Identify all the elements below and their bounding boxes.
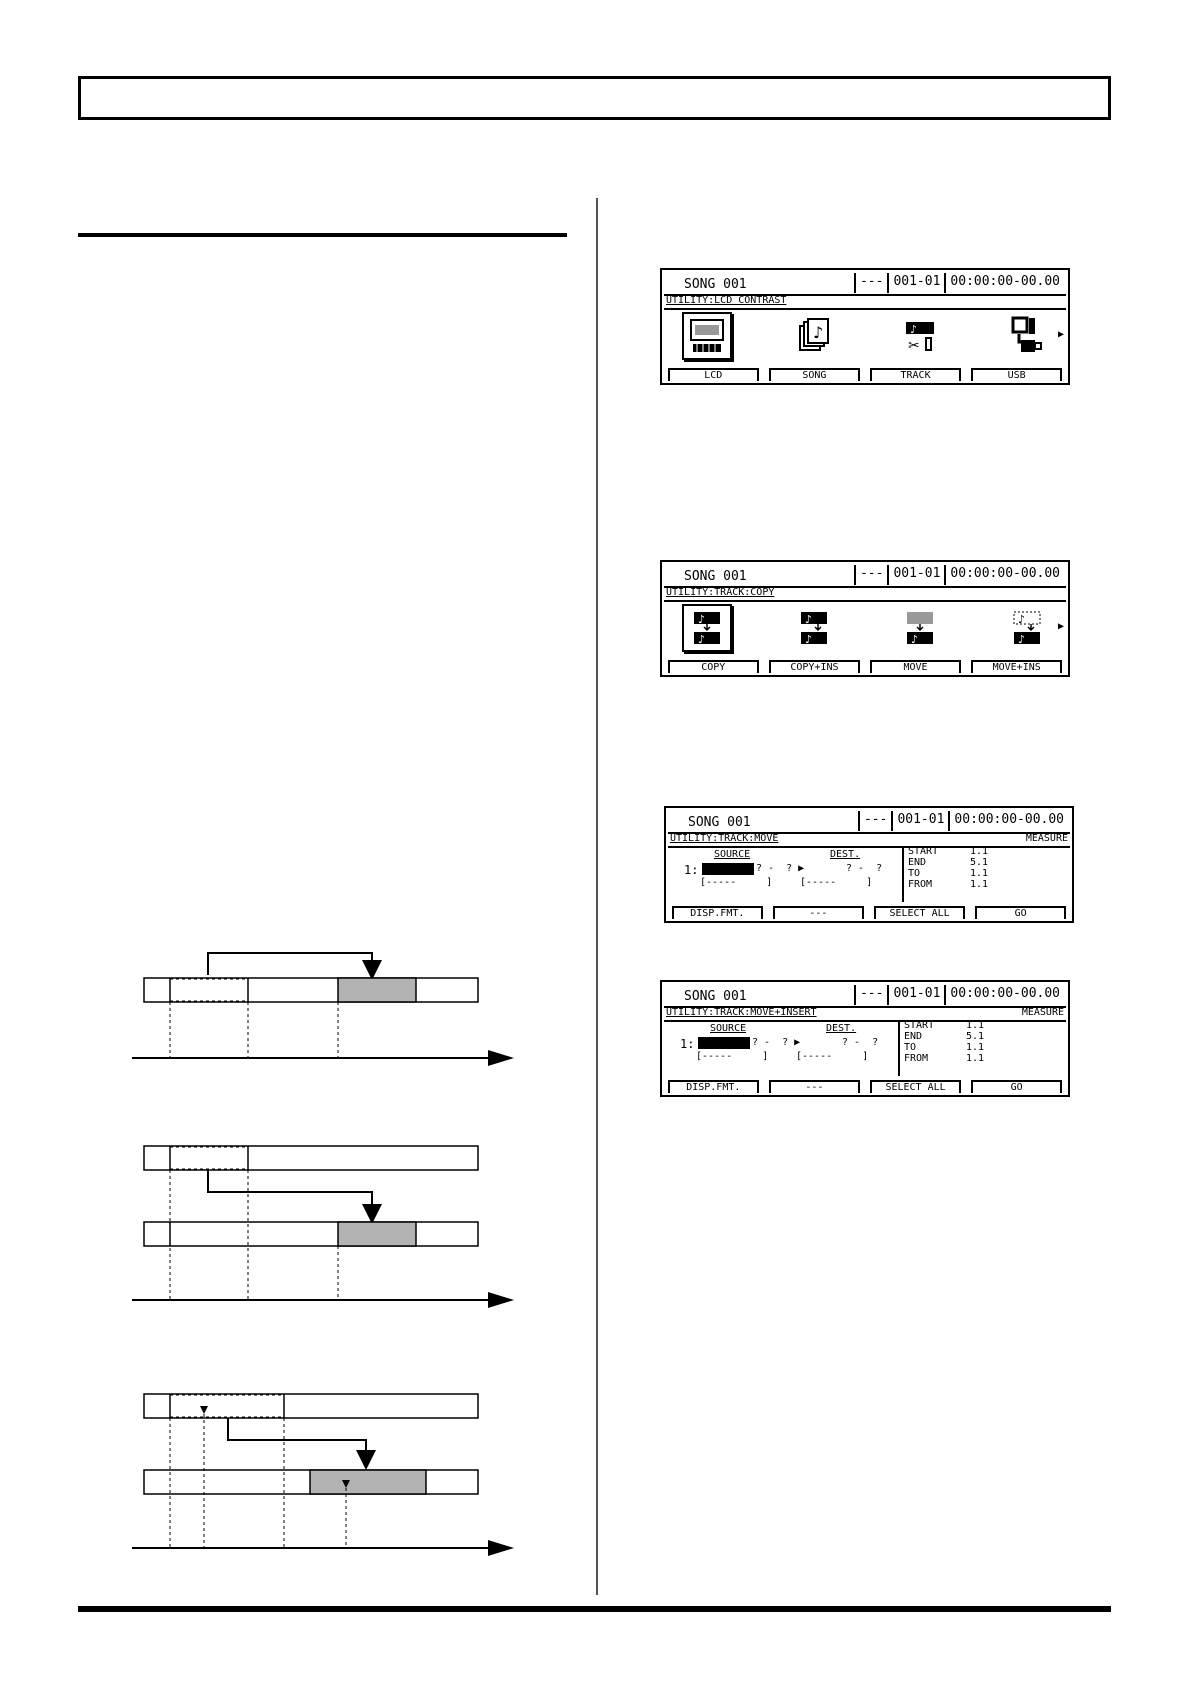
diagram-move-with-insert <box>128 1388 528 1568</box>
fkey-empty[interactable]: --- <box>773 906 864 919</box>
fkey-copy[interactable]: COPY <box>668 660 759 673</box>
song-icon[interactable] <box>789 312 839 360</box>
svg-text:♪: ♪ <box>910 323 918 336</box>
counter-marker: --- <box>860 811 893 831</box>
svg-text:♪: ♪ <box>698 633 706 646</box>
param-start[interactable]: START 1.1 <box>908 846 989 857</box>
counter-marker: --- <box>856 273 889 293</box>
param-to[interactable]: TO 1.1 <box>904 1042 985 1053</box>
svg-text:♪: ♪ <box>804 633 812 646</box>
dest-label: DEST. <box>826 1023 857 1034</box>
diagram-single-track-move <box>128 945 528 1075</box>
source-track-range: ? - ? ▶ <box>756 863 805 874</box>
lcd-screen-track-move <box>664 806 1074 923</box>
song-name: SONG 001 <box>684 277 747 292</box>
counter-marker: --- <box>856 565 889 585</box>
svg-text:♪: ♪ <box>1017 613 1025 626</box>
counter-measure: 001-01 <box>889 985 946 1005</box>
source-name-field: [----- ] <box>700 877 773 888</box>
param-from[interactable]: FROM 1.1 <box>908 879 989 890</box>
utility-icon-row <box>682 312 1052 360</box>
fkey-copy-ins[interactable]: COPY+INS <box>769 660 860 673</box>
fkey-move-ins[interactable]: MOVE+INS <box>971 660 1062 673</box>
source-track-field[interactable] <box>702 863 754 875</box>
fkey-usb[interactable]: USB <box>971 368 1062 381</box>
track-edit-icon-row <box>682 604 1052 652</box>
column-divider <box>596 198 598 1595</box>
page-header-box <box>78 76 1111 120</box>
counter-measure: 001-01 <box>889 565 946 585</box>
source-name-field: [----- ] <box>696 1051 769 1062</box>
track-icon[interactable] <box>895 312 945 360</box>
lcd-screen-track-copy <box>660 560 1070 677</box>
song-name: SONG 001 <box>684 989 747 1004</box>
param-end[interactable]: END 5.1 <box>908 857 989 868</box>
range-parameters <box>898 1020 984 1076</box>
scroll-right-icon[interactable]: ▶ <box>1057 329 1064 340</box>
fkey-select-all[interactable]: SELECT ALL <box>870 1080 961 1093</box>
track-number: 1: <box>680 1037 695 1051</box>
counter-display <box>854 273 1064 293</box>
screen-path: UTILITY:TRACK:COPY <box>664 586 1066 602</box>
param-from[interactable]: FROM 1.1 <box>904 1053 985 1064</box>
dest-track-field[interactable]: ? - ? <box>846 863 883 874</box>
counter-measure: 001-01 <box>893 811 950 831</box>
param-end[interactable]: END 5.1 <box>904 1031 985 1042</box>
lcd-contrast-icon[interactable] <box>682 312 732 360</box>
dest-track-field[interactable]: ? - ? <box>842 1037 879 1048</box>
counter-display <box>858 811 1068 831</box>
fkey-go[interactable]: GO <box>971 1080 1062 1093</box>
diagram-move-between-tracks <box>128 1140 528 1320</box>
footer-rule <box>78 1606 1111 1612</box>
counter-display <box>854 565 1064 585</box>
path-text: UTILITY:TRACK:MOVE <box>670 833 779 844</box>
screen-path <box>664 1006 1066 1022</box>
source-track-range: ? - ? ▶ <box>752 1037 801 1048</box>
counter-time: 00:00:00-00.00 <box>954 812 1064 827</box>
source-label: SOURCE <box>710 1023 747 1034</box>
lcd-screen-track-move-insert <box>660 980 1070 1097</box>
counter-display <box>854 985 1064 1005</box>
counter-measure: 001-01 <box>889 273 946 293</box>
source-label: SOURCE <box>714 849 751 860</box>
source-dest-panel <box>670 848 898 904</box>
counter-time: 00:00:00-00.00 <box>950 566 1060 581</box>
fkey-track[interactable]: TRACK <box>870 368 961 381</box>
usb-icon[interactable] <box>1002 312 1052 360</box>
move-insert-icon[interactable] <box>1002 604 1052 652</box>
counter-time: 00:00:00-00.00 <box>950 986 1060 1001</box>
path-text: UTILITY:TRACK:MOVE+INSERT <box>666 1007 817 1018</box>
fkey-disp-fmt[interactable]: DISP.FMT. <box>668 1080 759 1093</box>
scroll-right-icon[interactable]: ▶ <box>1057 621 1064 632</box>
source-track-field[interactable] <box>698 1037 750 1049</box>
copy-insert-icon[interactable] <box>789 604 839 652</box>
display-format: MEASURE <box>1021 1007 1064 1018</box>
svg-text:♪: ♪ <box>804 613 812 626</box>
source-dest-panel <box>666 1022 894 1078</box>
function-key-row <box>668 660 1062 673</box>
display-format: MEASURE <box>1025 833 1068 844</box>
svg-text:♪: ♪ <box>812 323 823 342</box>
dest-name-field: [----- ] <box>796 1051 869 1062</box>
screen-path: UTILITY:LCD CONTRAST <box>664 294 1066 310</box>
fkey-move[interactable]: MOVE <box>870 660 961 673</box>
dest-label: DEST. <box>830 849 861 860</box>
move-icon[interactable] <box>895 604 945 652</box>
function-key-row <box>668 368 1062 381</box>
counter-marker: --- <box>856 985 889 1005</box>
fkey-go[interactable]: GO <box>975 906 1066 919</box>
dest-name-field: [----- ] <box>800 877 873 888</box>
param-start[interactable]: START 1.1 <box>904 1020 985 1031</box>
fkey-empty[interactable]: --- <box>769 1080 860 1093</box>
fkey-select-all[interactable]: SELECT ALL <box>874 906 965 919</box>
param-to[interactable]: TO 1.1 <box>908 868 989 879</box>
section-title-rule <box>78 233 567 237</box>
song-name: SONG 001 <box>684 569 747 584</box>
fkey-song[interactable]: SONG <box>769 368 860 381</box>
fkey-lcd[interactable]: LCD <box>668 368 759 381</box>
screen-path <box>668 832 1070 848</box>
copy-icon[interactable] <box>682 604 732 652</box>
svg-text:♪: ♪ <box>1017 633 1025 646</box>
song-name: SONG 001 <box>688 815 751 830</box>
svg-text:♪: ♪ <box>911 633 919 646</box>
track-number: 1: <box>684 863 699 877</box>
function-key-row <box>672 906 1066 919</box>
svg-text:♪: ♪ <box>698 613 706 626</box>
svg-text:✂: ✂ <box>908 338 921 354</box>
fkey-disp-fmt[interactable]: DISP.FMT. <box>672 906 763 919</box>
counter-time: 00:00:00-00.00 <box>950 274 1060 289</box>
lcd-screen-utility <box>660 268 1070 385</box>
range-parameters <box>902 846 988 902</box>
function-key-row <box>668 1080 1062 1093</box>
